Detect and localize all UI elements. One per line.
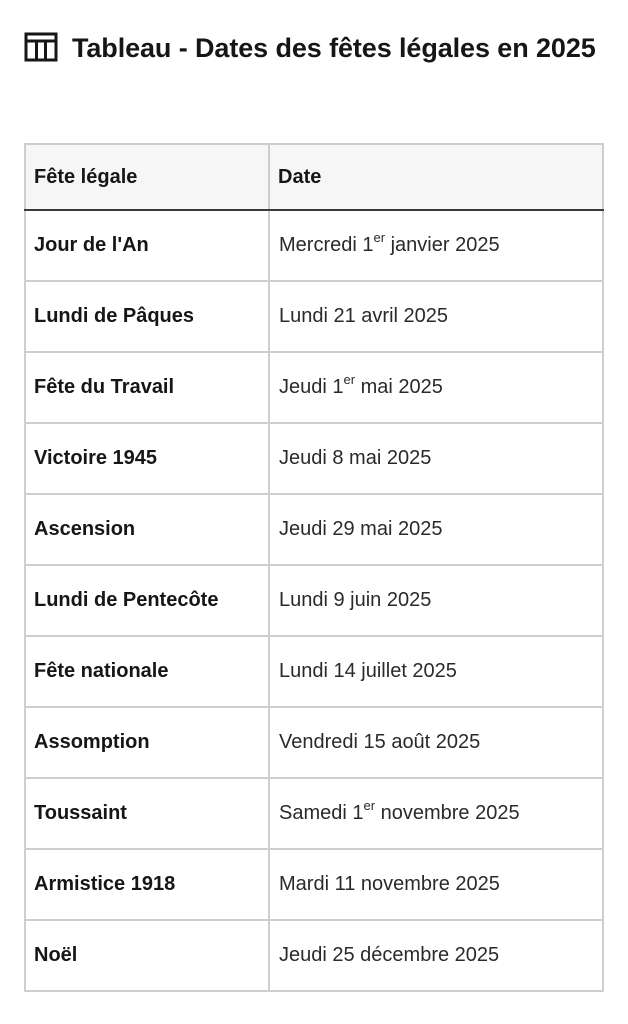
date-text: Vendredi 15 août 2025 bbox=[279, 731, 481, 753]
holiday-date bbox=[269, 636, 603, 707]
holiday-name: Lundi de Pentecôte bbox=[25, 565, 269, 636]
date-text: Mardi 11 novembre 2025 bbox=[279, 873, 500, 895]
table-row bbox=[25, 210, 603, 281]
table-row bbox=[25, 565, 603, 636]
date-text: Mercredi 1 bbox=[279, 234, 374, 256]
column-header-date: Date bbox=[269, 144, 603, 210]
holiday-date bbox=[269, 352, 603, 423]
holiday-name: Fête nationale bbox=[25, 636, 269, 707]
holiday-name: Toussaint bbox=[25, 778, 269, 849]
date-text: Jeudi 29 mai 2025 bbox=[279, 518, 443, 540]
holiday-date bbox=[269, 210, 603, 281]
date-text: Samedi 1 bbox=[279, 802, 364, 824]
holiday-name: Noël bbox=[25, 920, 269, 991]
date-text-rest: novembre 2025 bbox=[375, 802, 520, 824]
holiday-date bbox=[269, 281, 603, 352]
ordinal-suffix: er bbox=[363, 798, 376, 813]
table-row bbox=[25, 849, 603, 920]
table-row bbox=[25, 707, 603, 778]
holiday-date bbox=[269, 707, 603, 778]
date-text: Jeudi 1 bbox=[279, 376, 344, 398]
date-text: Lundi 21 avril 2025 bbox=[279, 305, 449, 327]
holiday-name: Lundi de Pâques bbox=[25, 281, 269, 352]
holiday-date bbox=[269, 920, 603, 991]
table-row bbox=[25, 423, 603, 494]
date-text: Lundi 14 juillet 2025 bbox=[279, 660, 457, 682]
table-body bbox=[25, 210, 603, 991]
table-row bbox=[25, 778, 603, 849]
page-title-text: Tableau - Dates des fêtes légales en 2025 bbox=[72, 33, 596, 63]
holiday-name: Assomption bbox=[25, 707, 269, 778]
holiday-name: Ascension bbox=[25, 494, 269, 565]
holiday-date bbox=[269, 778, 603, 849]
holiday-name: Victoire 1945 bbox=[25, 423, 269, 494]
table-row bbox=[25, 352, 603, 423]
table-row bbox=[25, 636, 603, 707]
holiday-date bbox=[269, 423, 603, 494]
page-title bbox=[24, 26, 599, 70]
table-icon bbox=[24, 32, 58, 62]
holiday-name: Fête du Travail bbox=[25, 352, 269, 423]
column-header-holiday: Fête légale bbox=[25, 144, 269, 210]
table-row bbox=[25, 281, 603, 352]
ordinal-suffix: er bbox=[343, 372, 356, 387]
date-text: Jeudi 25 décembre 2025 bbox=[279, 944, 500, 966]
holiday-date bbox=[269, 849, 603, 920]
date-text: Jeudi 8 mai 2025 bbox=[279, 447, 432, 469]
ordinal-suffix: er bbox=[373, 230, 386, 245]
holiday-date bbox=[269, 565, 603, 636]
table-header-row bbox=[25, 144, 603, 210]
date-text-rest: mai 2025 bbox=[355, 376, 443, 398]
holiday-name: Armistice 1918 bbox=[25, 849, 269, 920]
table-row bbox=[25, 920, 603, 991]
holiday-date bbox=[269, 494, 603, 565]
date-text-rest: janvier 2025 bbox=[385, 234, 500, 256]
holidays-table bbox=[24, 143, 604, 992]
table-row bbox=[25, 494, 603, 565]
holiday-name: Jour de l'An bbox=[25, 210, 269, 281]
date-text: Lundi 9 juin 2025 bbox=[279, 589, 432, 611]
